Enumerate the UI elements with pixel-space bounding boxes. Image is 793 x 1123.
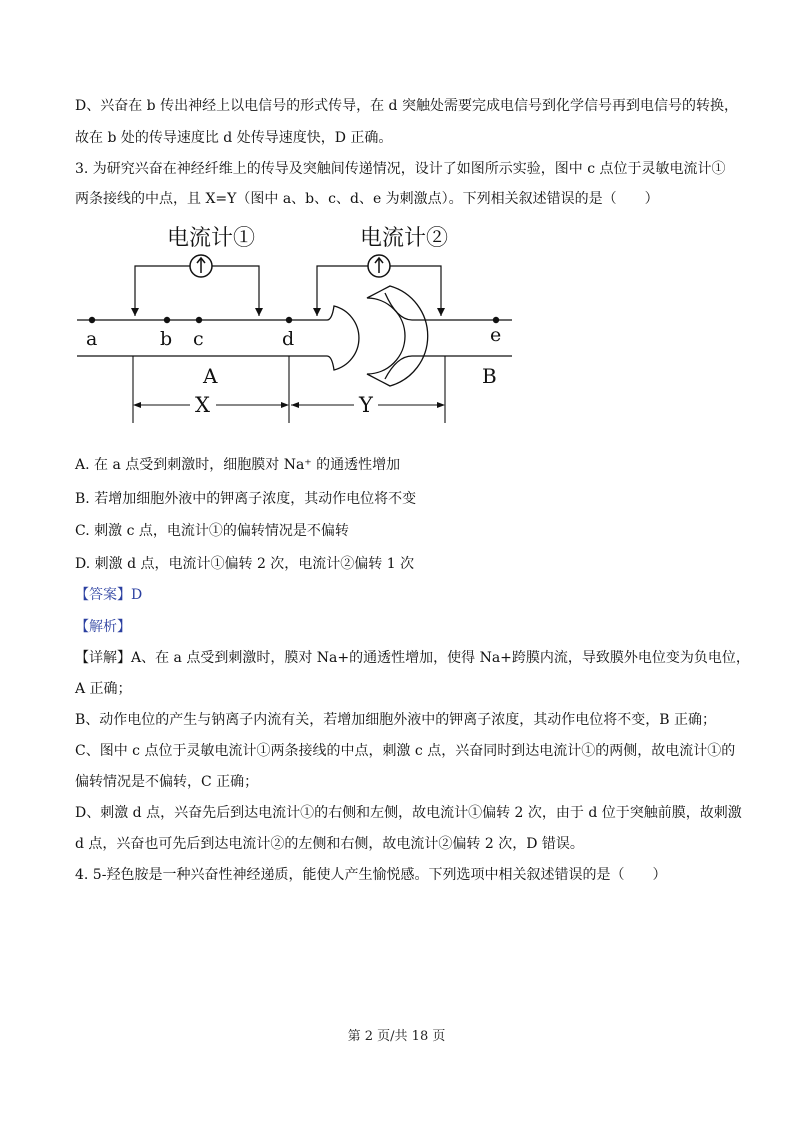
point-c-dot: [196, 317, 202, 323]
point-c-label: c: [193, 328, 204, 350]
explanation-2: A 正确；: [75, 681, 132, 697]
explanation-1: 【详解】A、在 a 点受到刺激时，膜对 Na+的通透性增加，使得 Na+跨膜内流，导致膜外电位变为负电位，: [75, 650, 750, 666]
explanation-3: B、动作电位的产生与钠离子内流有关，若增加细胞外液中的钾离子浓度，其动作电位将不变，B 正确；: [75, 712, 717, 728]
segment-y-label: Y: [359, 393, 373, 417]
option-b: B. 若增加细胞外液中的钾离子浓度，其动作电位将不变: [75, 491, 417, 507]
segment-x-label: X: [195, 393, 210, 417]
point-a-dot: [89, 317, 95, 323]
meter-2-label: 电流计②: [360, 226, 449, 251]
meter-2-wires: [317, 266, 368, 316]
point-b-dot: [164, 317, 170, 323]
line-d-explanation-2: 故在 b 处的传导速度比 d 处传导速度快，D 正确。: [75, 130, 393, 146]
point-e-dot: [493, 317, 499, 323]
explanation-7: d 点，兴奋也可先后到达电流计②的左侧和右侧，故电流计②偏转 2 次，D 错误。: [75, 836, 584, 852]
option-d: D. 刺激 d 点，电流计①偏转 2 次，电流计②偏转 1 次: [75, 556, 415, 572]
answer-label: 【答案】D: [75, 587, 143, 603]
question-3-stem-2: 两条接线的中点，且 X=Y（图中 a、b、c、d、e 为刺激点）。下列相关叙述错误的是（ ）: [75, 191, 659, 207]
meter-1-label: 电流计①: [167, 226, 256, 251]
point-d-dot: [286, 317, 292, 323]
explanation-5: 偏转情况是不偏转，C 正确；: [75, 774, 259, 790]
analysis-label: 【解析】: [75, 619, 131, 635]
point-b-label: b: [160, 328, 173, 350]
point-e-label: e: [490, 324, 502, 346]
option-c: C. 刺激 c 点，电流计①的偏转情况是不偏转: [75, 523, 349, 539]
region-a-label: A: [203, 364, 218, 388]
nerve-fiber-diagram: [72, 218, 522, 428]
option-a: A. 在 a 点受到刺激时，细胞膜对 Na⁺ 的通透性增加: [75, 457, 401, 473]
meter-1-wires: [135, 266, 190, 316]
postsynaptic-membrane: [367, 286, 428, 386]
explanation-6: D、刺激 d 点，兴奋先后到达电流计①的右侧和左侧，故电流计①偏转 2 次，由于 d 位于突触前膜，故刺激: [75, 805, 742, 821]
question-4-stem: 4. 5-羟色胺是一种兴奋性神经递质，能使人产生愉悦感。下列选项中相关叙述错误的是（ ）: [75, 867, 667, 883]
point-d-label: d: [282, 328, 295, 350]
line-d-explanation-1: D、兴奋在 b 传出神经上以电信号的形式传导，在 d 突触处需要完成电信号到化学信号再到电信号的转换，: [75, 98, 738, 114]
presynaptic-terminal: [327, 306, 359, 370]
question-3-stem-1: 3. 为研究兴奋在神经纤维上的传导及突触间传递情况，设计了如图所示实验，图中 c 点位于灵敏电流计①: [75, 161, 726, 177]
point-a-label: a: [86, 328, 98, 350]
region-b-label: B: [482, 364, 497, 388]
page-footer: 第 2 页/共 18 页: [347, 1029, 446, 1044]
explanation-4: C、图中 c 点位于灵敏电流计①两条接线的中点，刺激 c 点，兴奋同时到达电流计①的两侧，故电流计①的: [75, 743, 736, 759]
